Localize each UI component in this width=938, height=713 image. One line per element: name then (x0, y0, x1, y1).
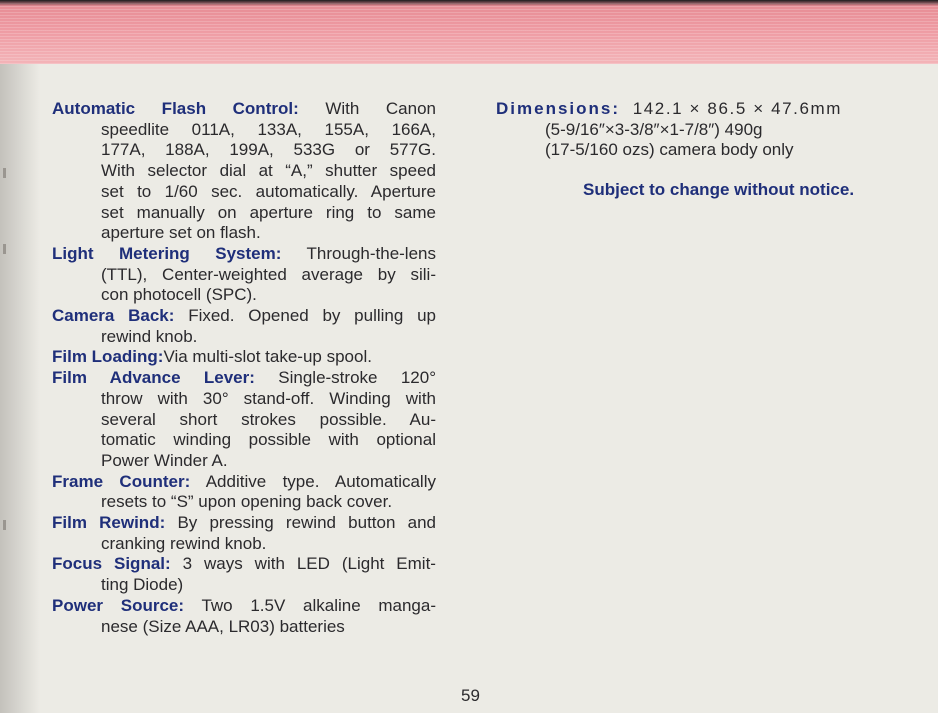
spec-line: Power Winder A. (101, 450, 228, 470)
spec-line: (TTL), Center-weighted average by sili- (101, 264, 436, 284)
spec-line: con photocell (SPC). (101, 285, 257, 305)
spec-text: By pressing rewind button and (177, 513, 436, 533)
spec-line: set to 1/60 sec. automatically. Aperture (101, 181, 436, 201)
spec-first-line (52, 244, 436, 265)
spec-term: Automatic Flash Control: (52, 99, 299, 118)
spec-term: Film Loading: (52, 347, 164, 367)
spec-first-line (52, 472, 436, 493)
spec-line: nese (Size AAA, LR03) batteries (101, 616, 345, 636)
spec-first-line (52, 347, 436, 368)
spec-line: rewind knob. (101, 326, 198, 346)
spec-text: Fixed. Opened by pulling up (188, 306, 436, 326)
dimensions-value: 142.1 × 86.5 × 47.6mm (632, 99, 843, 118)
spec-text: Via multi-slot take-up spool. (163, 347, 372, 367)
spec-term: Focus Signal: (52, 554, 171, 574)
dimensions-first-line (496, 99, 880, 120)
specifications-column (52, 99, 436, 637)
spec-line: speedlite 011A, 133A, 155A, 166A, (101, 119, 436, 139)
spec-first-line (52, 306, 436, 327)
spec-line: aperture set on flash. (101, 223, 261, 243)
spec-text: Two 1.5V alkaline manga- (201, 595, 436, 615)
spec-text: With Canon (325, 99, 436, 118)
spec-term: Camera Back: (52, 306, 175, 326)
spec-line: resets to “S” upon opening back cover. (101, 492, 393, 512)
spec-power-source (52, 596, 436, 637)
spec-focus-signal (52, 554, 436, 595)
spec-term: Film Advance Lever: (52, 368, 255, 388)
spec-line: throw with 30° stand-off. Winding with (101, 388, 436, 408)
spec-film-advance-lever (52, 368, 436, 472)
spec-film-rewind (52, 513, 436, 554)
change-notice: Subject to change without notice. (583, 180, 855, 199)
page-top-edge (0, 0, 938, 6)
spec-text: Single-stroke 120° (278, 368, 436, 388)
spec-text: 3 ways with LED (Light Emit- (182, 554, 436, 574)
spec-line: set manually on aperture ring to same (101, 202, 436, 222)
spec-term: Frame Counter: (52, 471, 191, 491)
dimensions-block (496, 99, 880, 161)
spec-line: ting Diode) (101, 575, 184, 595)
page-number: 59 (461, 686, 480, 705)
spec-term: Film Rewind: (52, 513, 166, 533)
spec-line: several short strokes possible. Au- (101, 409, 436, 429)
spec-automatic-flash-control (52, 99, 436, 244)
edge-mark (3, 244, 6, 254)
spec-light-metering-system (52, 244, 436, 306)
edge-mark (3, 520, 6, 530)
spec-text: Through-the-lens (306, 243, 436, 263)
spec-line: With selector dial at “A,” shutter speed (101, 161, 436, 181)
spec-first-line (52, 99, 436, 120)
spec-camera-back (52, 306, 436, 347)
edge-mark (3, 168, 6, 178)
page-top-band (0, 0, 938, 64)
spec-term: Power Source: (52, 595, 185, 615)
spec-term: Light Metering System: (52, 243, 282, 263)
spec-line: tomatic winding possible with optional (101, 430, 436, 450)
spec-first-line (52, 513, 436, 534)
spec-line: 177A, 188A, 199A, 533G or 577G. (101, 140, 436, 160)
dimensions-term: Dimensions: (496, 99, 621, 118)
dimensions-weight-note: (17-5/160 ozs) camera body only (545, 140, 794, 160)
spec-text: Additive type. Automatically (205, 471, 436, 491)
spec-first-line (52, 554, 436, 575)
spec-first-line (52, 596, 436, 617)
spec-first-line (52, 368, 436, 389)
spec-line: cranking rewind knob. (101, 533, 267, 553)
dimensions-imperial: (5-9/16″×3-3/8″×1-7/8″) 490g (545, 119, 763, 139)
binding-shadow (0, 64, 40, 713)
spec-frame-counter (52, 472, 436, 513)
spec-film-loading (52, 347, 436, 368)
